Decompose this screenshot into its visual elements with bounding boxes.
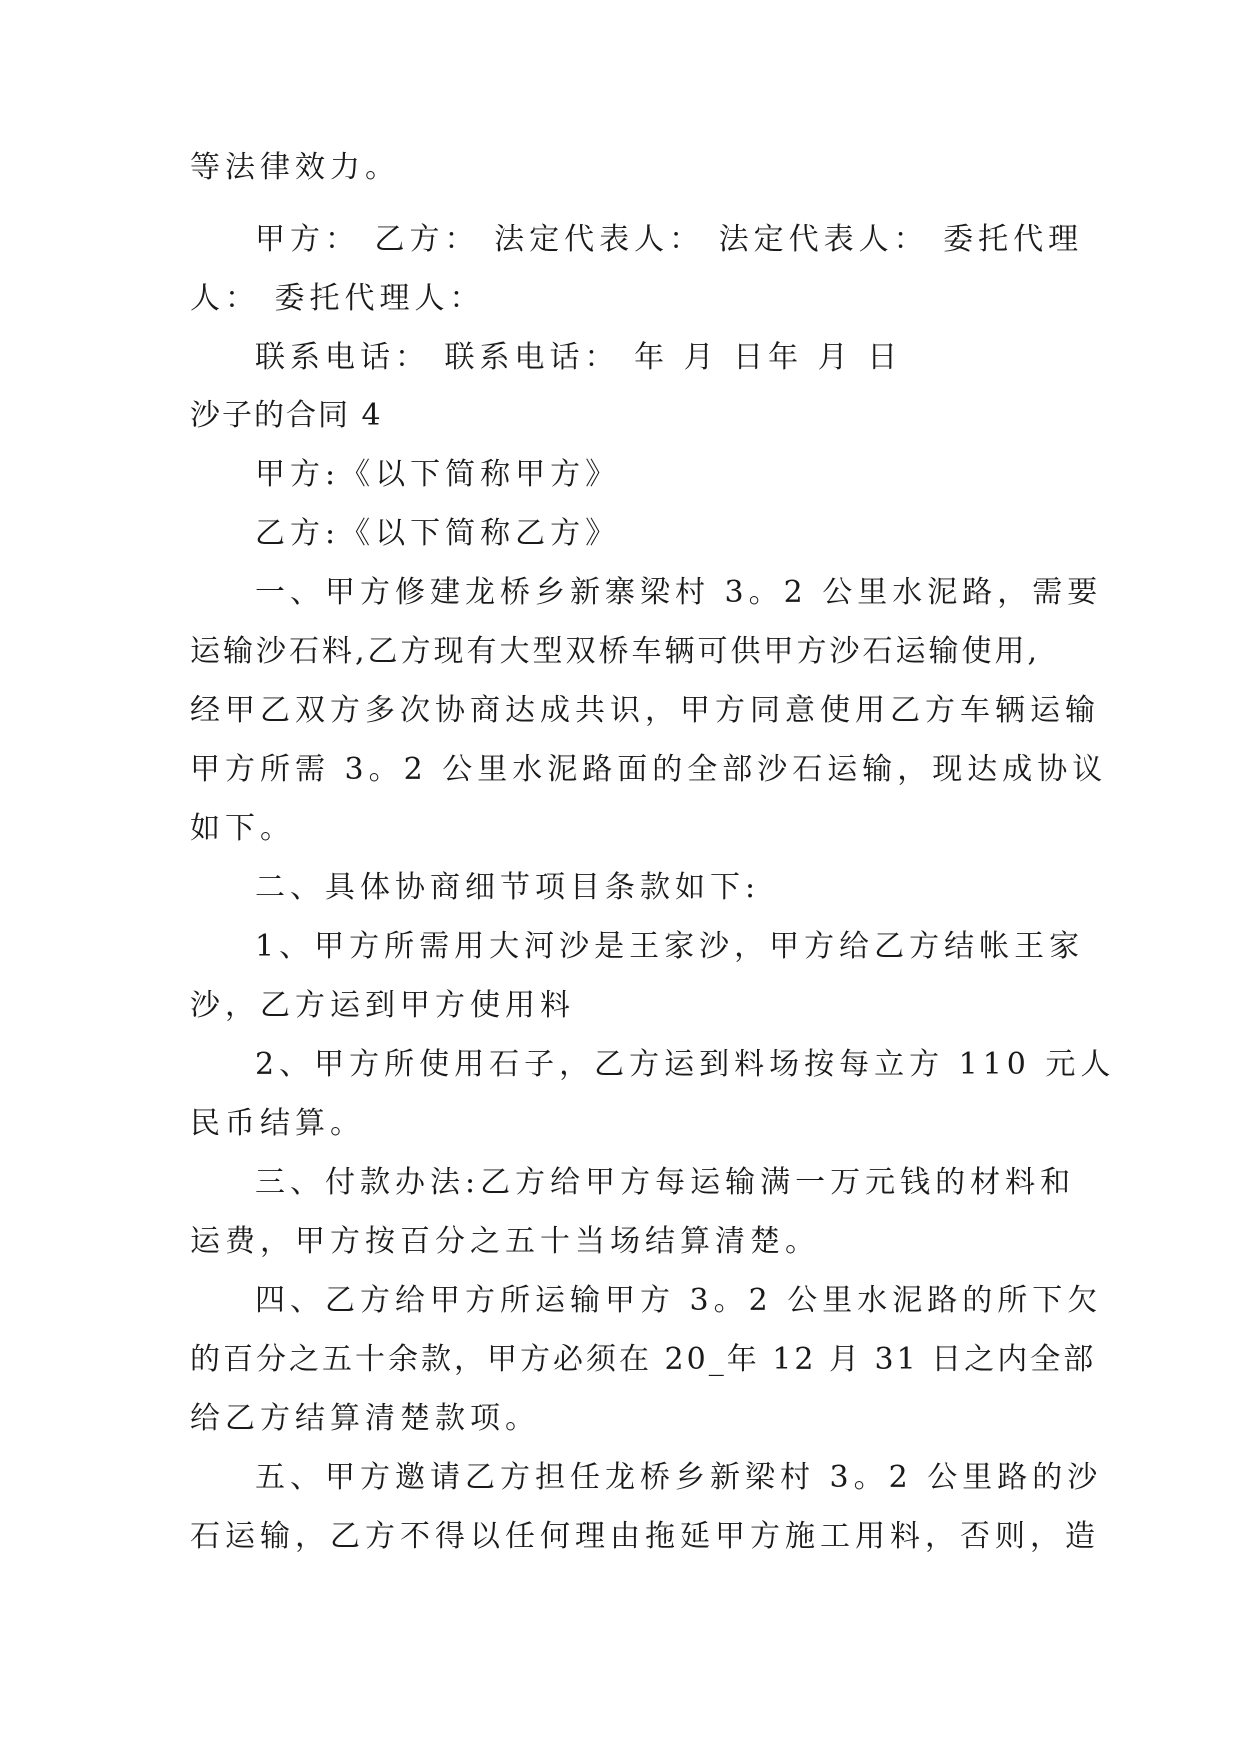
text-line: 运输沙石料,乙方现有大型双桥车辆可供甲方沙石运输使用, — [190, 634, 1041, 669]
text-line: 甲方:《以下简称甲方》 — [255, 457, 621, 492]
text-line: 如下。 — [190, 811, 295, 846]
section-title: 沙子的合同 4 — [190, 398, 383, 433]
text-line: 民币结算。 — [190, 1106, 365, 1141]
text-line: 2、甲方所使用石子，乙方运到料场按每立方 110 元人 — [255, 1047, 1116, 1082]
text-line: 一、甲方修建龙桥乡新寨梁村 3。2 公里水泥路，需要 — [255, 575, 1103, 610]
text-line: 1、甲方所需用大河沙是王家沙，甲方给乙方结帐王家 — [255, 929, 1085, 964]
text-line: 乙方:《以下简称乙方》 — [255, 516, 621, 551]
text-line: 给乙方结算清楚款项。 — [190, 1401, 540, 1436]
text-line: 运费，甲方按百分之五十当场结算清楚。 — [190, 1224, 820, 1259]
text-line: 沙，乙方运到甲方使用料 — [190, 988, 575, 1023]
text-line: 的百分之五十余款，甲方必须在 20_年 12 月 31 日之内全部 — [190, 1342, 1097, 1377]
text-line: 二、具体协商细节项目条款如下: — [255, 870, 761, 905]
text-line: 甲方： 乙方： 法定代表人： 法定代表人： 委托代理 — [255, 222, 1084, 257]
text-line: 人： 委托代理人： — [190, 281, 485, 316]
text-line: 经甲乙双方多次协商达成共识，甲方同意使用乙方车辆运输 — [190, 693, 1100, 728]
text-line: 三、付款办法:乙方给甲方每运输满一万元钱的材料和 — [255, 1165, 1076, 1200]
text-line: 四、乙方给甲方所运输甲方 3。2 公里水泥路的所下欠 — [255, 1283, 1103, 1318]
text-line: 联系电话： 联系电话： 年 月 日年 月 日 — [255, 340, 903, 375]
text-line: 五、甲方邀请乙方担任龙桥乡新梁村 3。2 公里路的沙 — [255, 1460, 1103, 1495]
text-line: 石运输，乙方不得以任何理由拖延甲方施工用料，否则，造 — [190, 1519, 1100, 1554]
text-line: 甲方所需 3。2 公里水泥路面的全部沙石运输，现达成协议 — [190, 752, 1108, 787]
text-line: 等法律效力。 — [190, 150, 400, 185]
